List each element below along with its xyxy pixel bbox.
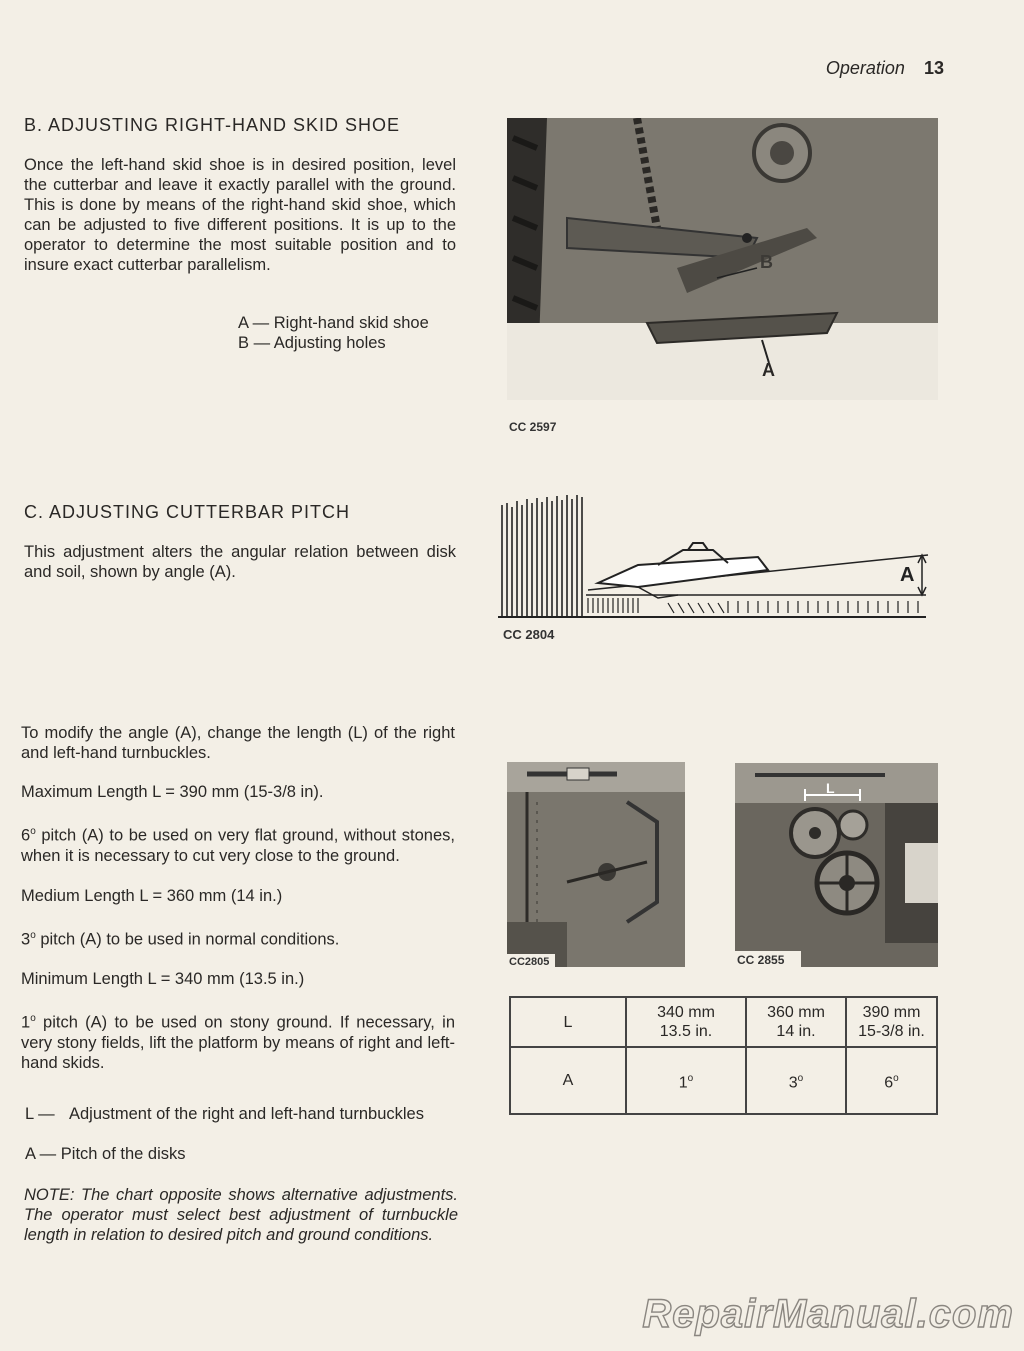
pitch-1-degrees: 1 [21, 1013, 31, 1032]
table-cell-length-2 [746, 997, 846, 1047]
max-length-line: Maximum Length L = 390 mm (15-3/8 in). [21, 783, 324, 801]
photo-caption-cc2597: CC 2597 [509, 420, 557, 434]
legend-l-key: L — [25, 1105, 55, 1123]
length-in: 13.5 in. [659, 1023, 713, 1040]
table-cell-length-3 [846, 997, 937, 1047]
legend-l [25, 1104, 55, 1124]
pitch-value: 6 [884, 1074, 894, 1092]
watermark: RepairManual.com [642, 1292, 1014, 1336]
pitch-3-description: pitch (A) to be used in normal conditions. [35, 930, 340, 948]
section-b-legend-b: B — Adjusting holes [238, 334, 386, 352]
page-number: 13 [923, 58, 944, 78]
photo-label-l: L [826, 780, 835, 796]
section-b-paragraph: Once the left-hand skid shoe is in desired position, level the cutterbar and leave it exactly parallel with the ground. This is done by means of the right-hand skid shoe, which can be adjusted to five different positions. It is up to the operator to determine the most suitable position and to insure exact cutterbar parallelism. [24, 156, 456, 274]
length-mm: 390 mm [862, 1004, 921, 1021]
pitch-1-paragraph [21, 1009, 455, 1073]
photo-caption-cc2805: CC2805 [509, 956, 550, 967]
length-in: 15-3/8 in. [858, 1023, 925, 1040]
pitch-3-paragraph [21, 926, 455, 950]
table-row-pitch [510, 1047, 937, 1114]
pitch-3-degrees: 3 [21, 930, 31, 948]
table-row-head-a: A [510, 1047, 626, 1114]
table-row-length [510, 997, 937, 1047]
degree-mark: o [30, 929, 36, 941]
minimum-length-line: Minimum Length L = 340 mm (13.5 in.) [21, 970, 305, 988]
photo-label-a: A [762, 360, 775, 380]
table-cell-length-1 [626, 997, 746, 1047]
section-b-body [24, 155, 456, 275]
degree-mark: o [30, 1013, 36, 1024]
pitch-1-description: pitch (A) to be used on stony ground. If necessary, in very stony fields, lift the platform by means of right and left-hand skids. [21, 1013, 455, 1072]
section-b-heading: B. ADJUSTING RIGHT-HAND SKID SHOE [24, 115, 401, 135]
degree-mark: o [797, 1072, 804, 1084]
pitch-value: 3 [788, 1074, 798, 1092]
section-c-heading: C. ADJUSTING CUTTERBAR PITCH [24, 502, 351, 522]
table-cell-pitch-3 [846, 1047, 937, 1114]
degree-mark: o [30, 826, 36, 837]
photo-caption-cc2855: CC 2855 [737, 953, 785, 967]
length-mm: 340 mm [657, 1004, 715, 1021]
pitch-diagram-svg [498, 495, 930, 620]
table-row-head-l: L [510, 997, 626, 1047]
pitch-6-paragraph [21, 822, 455, 866]
diagram-caption-cc2804: CC 2804 [503, 627, 555, 642]
section-c-body [24, 542, 456, 582]
legend-a-text: Pitch of the disks [60, 1145, 186, 1163]
pitch-6-degrees: 6 [21, 826, 31, 845]
section-b-legend-a: A — Right-hand skid shoe [238, 314, 429, 332]
skid-shoe-photo [507, 118, 938, 400]
legend-a-key: A — [25, 1145, 57, 1163]
section-title: Operation [825, 58, 905, 78]
table-cell-pitch-1 [626, 1047, 746, 1114]
photo-label-b: B [760, 252, 773, 272]
pitch-6-description: pitch (A) to be used on very flat ground, without stones, when it is necessary to cut very close to the ground. [21, 826, 455, 865]
length-mm: 360 mm [767, 1004, 825, 1021]
length-in: 14 in. [776, 1023, 816, 1040]
turnbuckle-intro: To modify the angle (A), change the length (L) of the right and left-hand turnbuckles. [21, 724, 455, 762]
pitch-diagram [498, 495, 930, 620]
degree-mark: o [687, 1072, 694, 1084]
skid-shoe-illustration [507, 118, 938, 400]
page-header [826, 58, 944, 79]
turnbuckle-photo-1 [507, 762, 685, 967]
pitch-value: 1 [678, 1074, 688, 1092]
adjustment-table [509, 996, 938, 1115]
turnbuckle-photo-2 [735, 763, 938, 967]
turnbuckle-photo-2-illustration [735, 763, 938, 967]
turnbuckle-photo-1-illustration [507, 762, 685, 967]
legend-l-text: Adjustment of the right and left-hand turnbuckles [69, 1105, 424, 1123]
medium-length-line: Medium Length L = 360 mm (14 in.) [21, 886, 283, 905]
turnbuckle-text [21, 723, 455, 1073]
degree-mark: o [893, 1072, 899, 1084]
table-cell-pitch-2 [746, 1047, 846, 1114]
section-c-paragraph: This adjustment alters the angular relation between disk and soil, shown by angle (A). [24, 543, 456, 581]
diagram-label-a: A [900, 564, 915, 586]
note-paragraph: NOTE: The chart opposite shows alternative adjustments. The operator must select best adjustment of turnbuckle length in relation to desired pitch and ground conditions. [24, 1186, 458, 1244]
legend-a [25, 1144, 186, 1164]
